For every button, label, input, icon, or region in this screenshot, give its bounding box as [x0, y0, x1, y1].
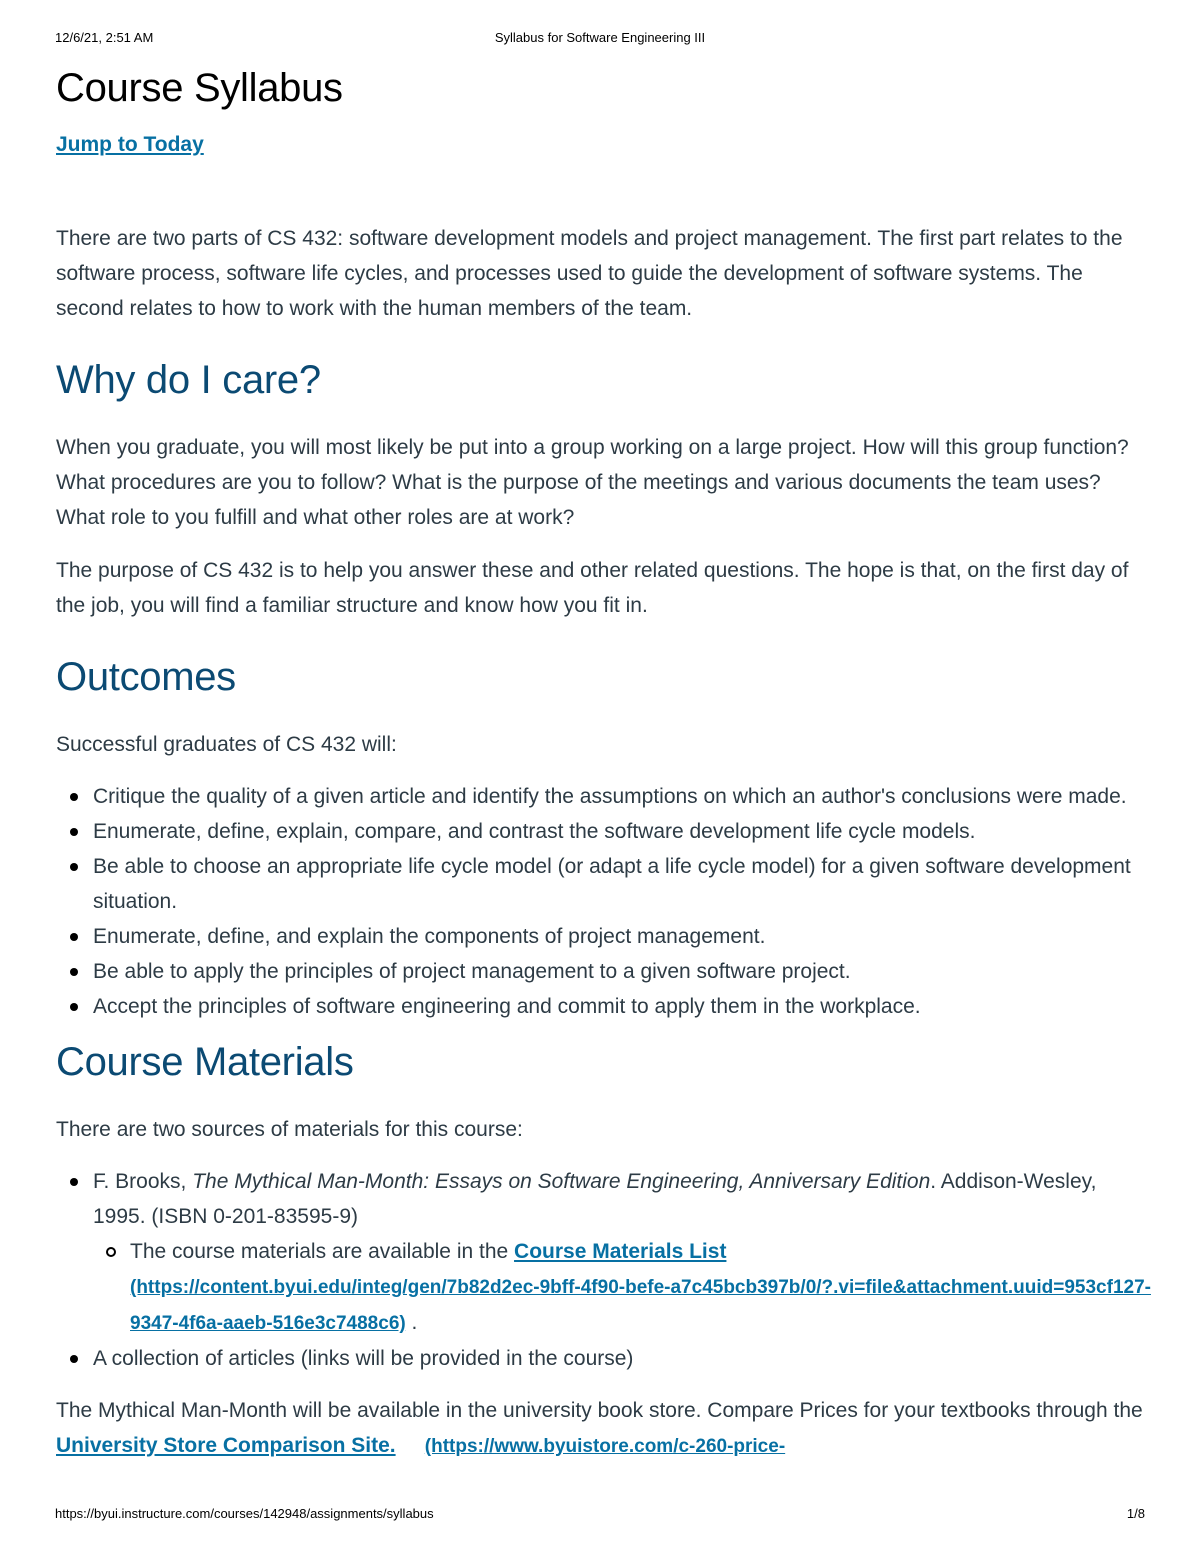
print-doc-title: Syllabus for Software Engineering III — [494, 30, 706, 45]
print-date: 12/6/21, 2:51 AM — [55, 30, 154, 45]
bullet-icon — [70, 863, 78, 871]
print-url: https://byui.instructure.com/courses/142948/assignments/syllabus — [55, 1506, 434, 1521]
outcome-text: Enumerate, define, explain, compare, and contrast the software development life cycle models. — [93, 820, 976, 843]
outcomes-list — [56, 779, 1151, 1024]
circle-bullet-icon — [106, 1247, 116, 1257]
bullet-icon — [70, 933, 78, 941]
articles-text: A collection of articles (links will be provided in the course) — [93, 1347, 634, 1370]
book-title: The Mythical Man-Month: Essays on Software Engineering, Anniversary Edition — [192, 1170, 931, 1193]
bullet-icon — [70, 968, 78, 976]
sub-suffix: . — [405, 1311, 418, 1334]
bullet-icon — [70, 828, 78, 836]
list-item — [56, 814, 1151, 849]
page-number: 1/8 — [1126, 1506, 1145, 1521]
outcome-text: Be able to apply the principles of project management to a given software project. — [93, 960, 851, 983]
outcomes-intro: Successful graduates of CS 432 will: — [56, 733, 397, 756]
why-paragraph-1: When you graduate, you will most likely be put into a group working on a large project. How will this group function? What procedures are you to follow? What is the purpose of the meetings and various documents the team uses? What role to you fulfill and what other roles are at work? — [56, 436, 1129, 529]
list-item — [56, 954, 1151, 989]
list-item — [56, 1164, 1151, 1341]
list-item — [56, 1341, 1151, 1376]
bullet-icon — [70, 1355, 78, 1363]
sub-prefix: The course materials are available in the — [130, 1240, 515, 1263]
outcome-text: Enumerate, define, and explain the components of project management. — [93, 925, 766, 948]
outcome-text: Be able to choose an appropriate life cycle model (or adapt a life cycle model) for a given software development situation. — [93, 855, 1131, 913]
syllabus-content — [56, 62, 1151, 1464]
outcome-text: Accept the principles of software engineering and commit to apply them in the workplace. — [93, 995, 921, 1018]
bullet-icon — [70, 1003, 78, 1011]
materials-heading: Course Materials — [56, 1040, 354, 1084]
print-footer — [55, 1506, 1145, 1526]
book-author: F. Brooks, — [93, 1170, 193, 1193]
outcomes-heading: Outcomes — [56, 655, 236, 699]
university-store-url-link[interactable]: (https://www.byuistore.com/c-260-price- — [424, 1436, 786, 1457]
list-item — [56, 849, 1151, 919]
course-materials-list-link[interactable]: Course Materials List — [514, 1240, 727, 1263]
store-text: The Mythical Man-Month will be available in the university book store. Compare Prices for your textbooks through the — [56, 1399, 1143, 1422]
why-heading: Why do I care? — [56, 358, 321, 402]
course-materials-url-link[interactable]: (https://content.byui.edu/integ/gen/7b82d2ec-9bff-4f90-befe-a7c45bcb397b/0/?.vi=file&attachment.uuid=953cf127-9347-4f6a-aaeb-516e3c7488c6) — [130, 1277, 1151, 1334]
list-item — [56, 779, 1151, 814]
jump-to-today-link[interactable]: Jump to Today — [56, 133, 204, 156]
bullet-icon — [70, 793, 78, 801]
book-publisher: . Addison-Wesley, 1995. (ISBN 0-201-83595-9) — [93, 1170, 1097, 1228]
intro-paragraph: There are two parts of CS 432: software development models and project management. The first part relates to the software process, software life cycles, and processes used to guide the development of software systems. The second relates to how to work with the human members of the team. — [56, 227, 1123, 320]
outcome-text: Critique the quality of a given article and identify the assumptions on which an author's conclusions were made. — [93, 785, 1127, 808]
materials-intro: There are two sources of materials for this course: — [56, 1118, 523, 1141]
materials-list — [56, 1164, 1151, 1376]
page-title: Course Syllabus — [56, 66, 343, 110]
list-item — [56, 989, 1151, 1024]
university-store-link[interactable]: University Store Comparison Site. — [56, 1434, 396, 1457]
print-header — [55, 30, 1145, 50]
bullet-icon — [70, 1178, 78, 1186]
list-item — [56, 919, 1151, 954]
materials-sublist — [93, 1234, 1151, 1341]
store-paragraph — [56, 1393, 1151, 1464]
list-item — [93, 1234, 1151, 1341]
why-paragraph-2: The purpose of CS 432 is to help you answer these and other related questions. The hope is that, on the first day of the job, you will find a familiar structure and know how you fit in. — [56, 559, 1129, 617]
